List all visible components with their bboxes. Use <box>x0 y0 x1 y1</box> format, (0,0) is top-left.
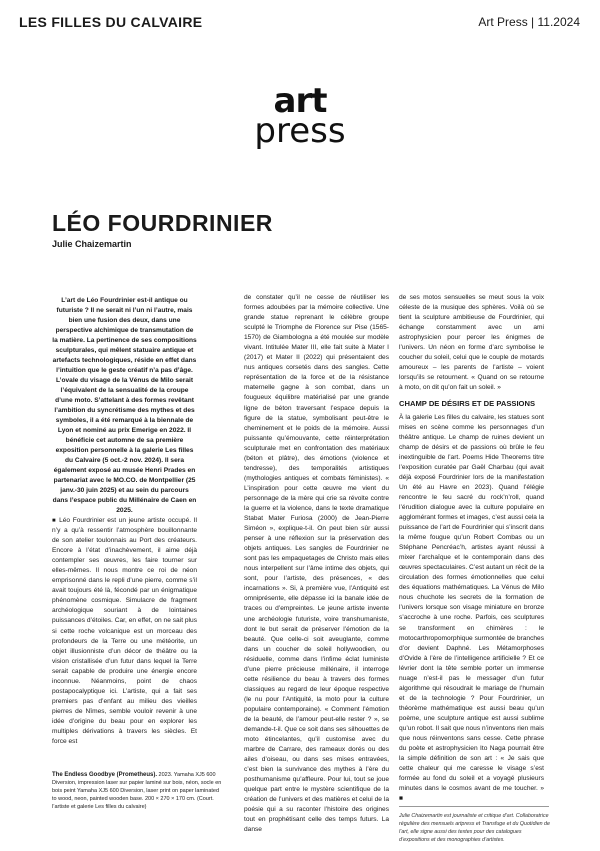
column-1-text: Léo Fourdrinier est un jeune artiste occupé. Il n’y a qu’à ressentir l’atmosphère bouillonnante de son atelier toulonnais au Port des créateurs. Encore à l’état d’inachèvement, il aime déjà contempler ses œuvres, les faire tourner sur elles-mêmes. Il nous montre ce roi de néon emprisonné dans le repli d’une pierre, comme s’il avait toujours été là, fécondé par un énigmatique phénomène cosmique. Simulacre de fragment archéologique souriant à de lointaines puissances d’étoiles. Car, en effet, on ne sait plus si cette roche volcanique est un morceau des profondeurs de la Terre ou une météorite, un objet illusionniste d’un décor de théâtre ou la vision cristallisée d’un futur dans lequel la Terre serait capable de produire une énergie encore inconnue. Néanmoins, point de chaos postapocalyptique ici. L’artiste, qui a fait ses premiers pas d’enfant au milieu des vieilles pierres de Nîmes, semble vouloir revenir à une idée d’origine du beau pour en explorer les multiples dérivations à travers les siècles. Et force est <box>52 517 197 746</box>
logo-line-1: art <box>273 81 327 121</box>
column-3 <box>399 293 544 804</box>
section-heading: CHAMP DE DÉSIRS ET DE PASSIONS <box>399 399 536 409</box>
author-bio: Julie Chaizemartin est journaliste et critique d’art. Collaboratrice régulière des mensuels artpress et Transfuge et du Quotidien de l’art, elle signe aussi des textes pour des catalogues d’expositions et des monographies d’artistes. <box>399 813 550 843</box>
image-caption <box>52 771 222 811</box>
column-2 <box>244 293 389 836</box>
article-author: Julie Chaizemartin <box>52 239 132 249</box>
bio-divider <box>399 806 549 807</box>
body-paragraph-1 <box>52 516 197 747</box>
column-1 <box>52 296 197 747</box>
column-2-text: de constater qu’il ne cesse de réutiliser les formes adoubées par la mémoire collective. Une grande statue reprenant le célèbre groupe sculpté le Triomphe de Florence sur Pise (1565-1570) de Giambologna a été moulée sur modèle vivant. Intitulée Mater III, elle fait suite à Mater I (2017) et Mater II (2022) qui présentaient des nus antiques corsetés dans des sangles. Cette représentation de la force et de la résistance maternelle gagne à son combat, dans un fougueux équilibre matérialisé par une grande ligne de béton traversant l’espace depuis la figure de la statue, symbolisant peut-être le cheminement et le poids de la mémoire. Aussi puissante qu’émouvante, cette réinterprétation sculpturale met en confrontation des matériaux (béton et plâtre), des émotions (violence et tendresse), des temporalités artistiques (mythologies antiques et combats féministes). « L’inspiration pour cette œuvre me vient du personnage de la mère qui crie sa révolte contre la guerre et la violence, dans le texte dramatique Stabat Mater Furiosa (2000) de Jean-Pierre Siméon », explique-t-il. On peut bien sûr aussi penser à une réflexion sur la préservation des objets antiques. Les sangles de Fourdrinier ne sont pas les empaquetages de Christo mais elles nous interpellent sur l’âme intime des objets, qui sont, pour l’artiste, des présences, « des incarnations ». Si, à première vue, l’Antiquité est omniprésente, elle dépasse ici la banale idée de traces ou d’empreintes. Le jeune artiste invente une archéologie futuriste, voire transhumaniste, dont le but serait de préserver l’émotion de la beauté. Que celle-ci soit aveuglante, comme dans un coucher de soleil hollywoodien, ou résiduelle, comme dans l’infime éclat luministe d’une pierre précieuse millénaire, il interroge cette résilience du beau à travers des formes classiques au regard de leur époque respective (le nu pour l’Antiquité, la moto pour la culture populaire contemporaine). « Comment l’émotion de la beauté, de l’amour peut-elle rester ? », se demande-t-il. Que ce soit dans ses silhouettes de moto étincelantes, qu’il customise avec du marbre de Carrare, des rameaux dorés ou des ailes d’oiseau, ou dans ses mises entravées, c’est bien la survivance des mythes à l’ère du posthumanisme qu’affleure. Pour lui, tout se joue quelque part entre le mystère scientifique de la création de l’univers et des matières et celui de la poésie qui a su raconter l’histoire des origines tout en prophétisant celle des temps futurs. La danse <box>244 294 389 834</box>
column-3-section-text: À la galerie Les filles du calvaire, les statues sont mises en scène comme les personnages d’un théâtre antique. Le champ de ruines devient un champ de désirs et de passions où brûle le feu inextinguible de l’art. Poems Hide Theorems titre l’exposition curatée par Gaël Charbau (qui avait déjà exposé Fourdrinier lors de la manifestation Un été au Havre en 2023). Quand l’élégie rencontre le feu sacré du rock’n’roll, quand l’érudition dialogue avec la culture populaire en agglomérant formes et images, c’est aussi cela la puissance de l’art de Fourdrinier qui s’inscrit dans la même fougue qu’un Robert Combas ou un Stéphane Pencréac’h, artistes ayant réussi à mixer l’archaïque et le contemporain dans des œuvres spectaculaires. C’est autant un récit de la circulation des formes émotionnelles que celui des équations mathématiques. La Vénus de Milo nous chuchote les secrets de la formation de l’univers lorsque son visage miniature en bronze s’accroche à une roche. Parfois, ces sculptures se transforment en chimères : le motocarthropomorphique surmontée de branches d’or devient Daphné. Les Métamorphoses d’Ovide à l’ère de l’intelligence artificielle ? Et ce lévrier dont la tête semble porter un immense nuage n’est-il pas le messager d’un futur algorithme qui résoudrait le mariage de l’humain et de la technologie ? Pour Fourdrinier, un théorème mathématique est aussi beau qu’un poème, une sculpture antique est aussi sublime qu’un robot. Il sait que nous n’inventons rien mais que nous réinventons sans cesse. Cette phrase du poète et astrophysicien Ito Naga pourrait être la simple définition de son art : « Je sais que cette chaleur qui me caresse le visage s’est formée au fond du soleil et a voyagé plusieurs minutes dans le cosmos avant de me toucher. » ■ <box>399 413 544 803</box>
column-3-text: de ses motos sensuelles se meut sous la voix céleste de la musique des sphères. Voilà où se tient la sculpture ambitieuse de Fourdrinier, qui échange constamment avec un ami astrophysicien pour percer les énigmes de l’univers. Un néon en forme d’arc symbolise le coucher du soleil, celui que le couple de motards amoureux – les parents de l’artiste – voient lorsqu’ils se retournent. « Quand on se retourne à moto, on dit qu’on fait un soleil. » <box>399 294 544 392</box>
caption-text: 2023. Yamaha XJ5 600 Diversion, impression laser sur papier laminé sur bois, néon, socle en bois peint Yamaha XJ5 600 Diversion, laser print on paper laminated to wood, neon, painted wooden base. 200 × 270 × 170 cm. (Court. l’artiste et galerie Les filles du calvaire) <box>52 772 222 810</box>
article-title: LÉO FOURDRINIER <box>52 210 273 236</box>
logo-line-2: press <box>254 111 346 151</box>
gallery-name: LES FILLES DU CALVAIRE <box>19 14 203 30</box>
artpress-logo <box>0 81 600 151</box>
issue-info: Art Press | 11.2024 <box>478 15 580 29</box>
article-intro: L’art de Léo Fourdrinier est-il antique ou futuriste ? Il ne serait ni l’un ni l’autre, mais bien une fusion des deux, dans une perspective alchimique de transmutation de la matière. La pertinence de ses compositions sculpturales, qui mêlent statuaire antique et artefacts technologiques, réside en effet dans l’intuition que le geste créatif n’a pas d’âge. L’ovale du visage de la Vénus de Milo serait l’équivalent de la sensualité de la croupe d’une moto. S’attelant à des formes revêtant l’ambition du syncrétisme des mythes et des symboles, il a été remarqué à la biennale de Lyon et nominé au prix Emerige en 2022. Il bénéficie cet automne de sa première exposition personnelle à la galerie Les filles du Calvaire (5 oct.-2 nov. 2024). Il sera également exposé au musée Henri Prades en partenariat avec le MO.CO. de Montpellier (25 janv.-30 juin 2025) et au sein du parcours dans l’espace public du Millénaire de Caen en 2025. <box>52 297 197 514</box>
paragraph-square-icon: ■ <box>52 518 57 524</box>
caption-title: The Endless Goodbye (Prometheus). <box>52 772 158 778</box>
